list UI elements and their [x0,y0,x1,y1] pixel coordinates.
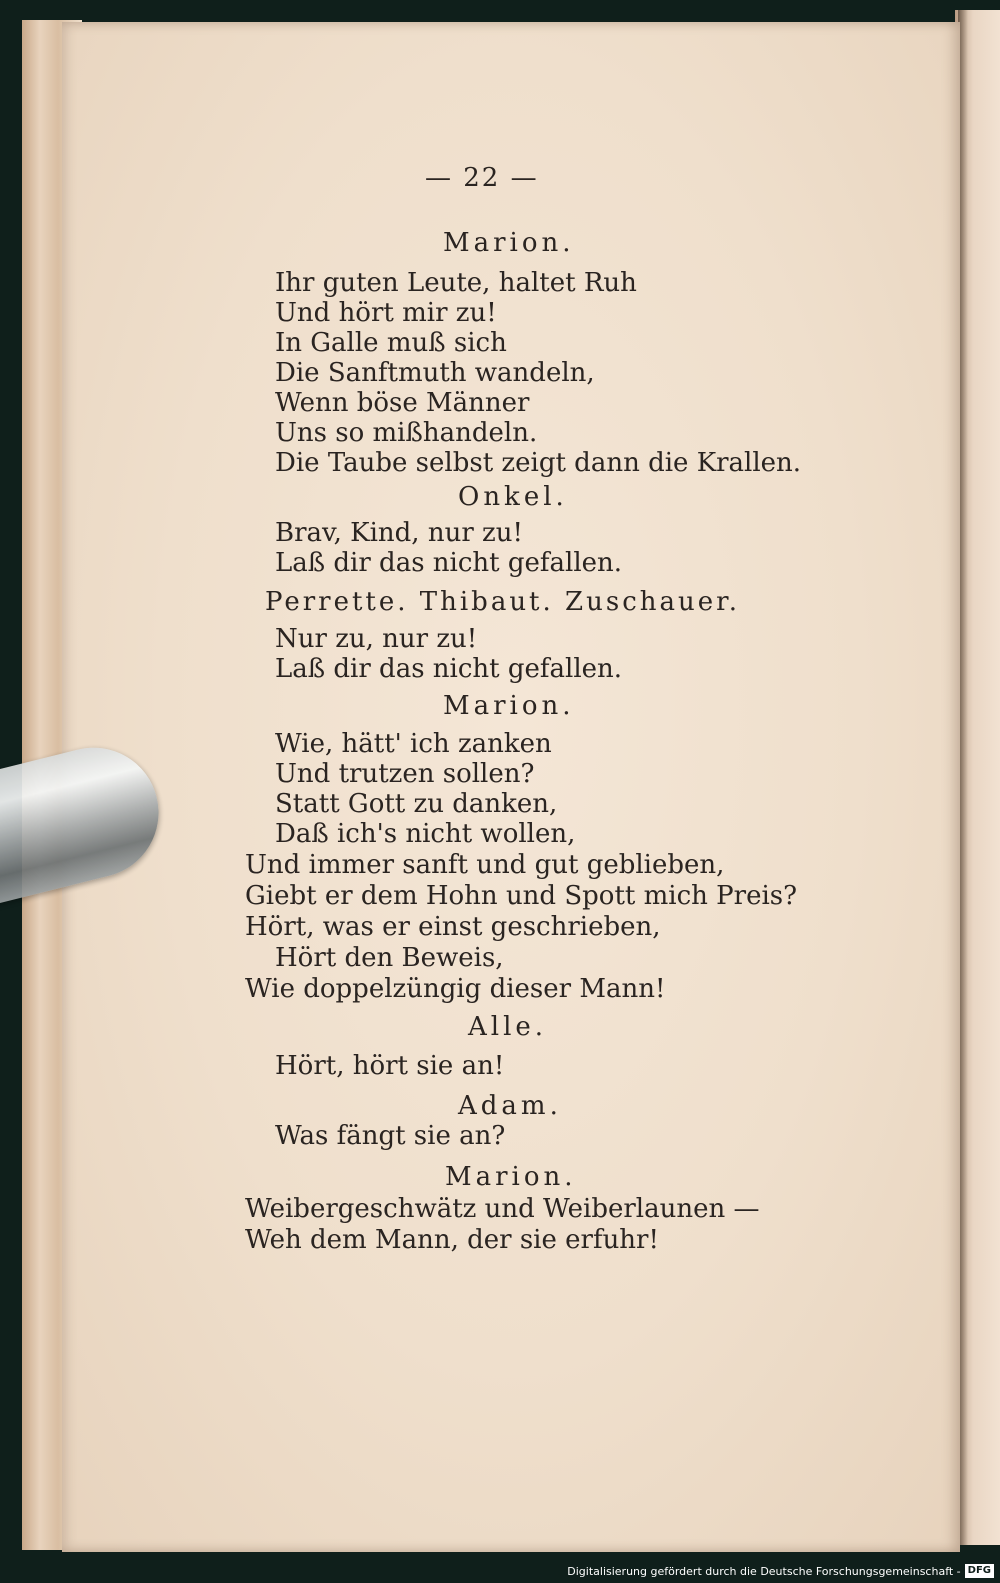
verse-line: Weibergeschwätz und Weiberlaunen — [245,1194,760,1224]
speaker-heading: Onkel. [458,482,568,512]
verse-line: Die Sanftmuth wandeln, [275,358,595,388]
verse-line: Wenn böse Männer [275,388,530,418]
verse-line: Hört, hört sie an! [275,1051,505,1081]
credit-text: Digitalisierung gefördert durch die Deutsche Forschungsgemeinschaft - [567,1564,961,1578]
verse-line: Giebt er dem Hohn und Spott mich Preis? [245,881,798,911]
page-number: — 22 — [425,163,539,193]
speaker-heading: Marion. [445,1162,577,1192]
verse-line: In Galle muß sich [275,328,507,358]
verse-line: Was fängt sie an? [275,1121,506,1151]
verse-line: Weh dem Mann, der sie erfuhr! [245,1225,659,1255]
speaker-heading: Adam. [458,1091,562,1121]
verse-line: Und hört mir zu! [275,298,497,328]
verse-line: Wie, hätt' ich zanken [275,729,552,759]
verse-line: Brav, Kind, nur zu! [275,518,523,548]
verse-line: Ihr guten Leute, haltet Ruh [275,268,637,298]
speaker-heading: Marion. [443,691,575,721]
verse-line: Laß dir das nicht gefallen. [275,548,623,578]
verse-line: Und immer sanft und gut geblieben, [245,850,725,880]
verse-line: Statt Gott zu danken, [275,789,558,819]
verse-line: Nur zu, nur zu! [275,624,478,654]
verse-line: Hört, was er einst geschrieben, [245,912,661,942]
speaker-heading: Perrette. Thibaut. Zuschauer. [265,587,740,617]
verse-line: Wie doppelzüngig dieser Mann! [245,974,666,1004]
digitization-credit [567,1561,994,1581]
verse-line: Laß dir das nicht gefallen. [275,654,623,684]
verse-line: Und trutzen sollen? [275,759,535,789]
verse-line: Hört den Beweis, [275,943,504,973]
verse-line: Die Taube selbst zeigt dann die Krallen. [275,448,802,478]
speaker-heading: Alle. [468,1012,548,1042]
speaker-heading: Marion. [443,228,575,258]
dfg-logo: DFG [965,1564,994,1578]
verse-line: Uns so mißhandeln. [275,418,538,448]
verse-line: Daß ich's nicht wollen, [275,819,576,849]
